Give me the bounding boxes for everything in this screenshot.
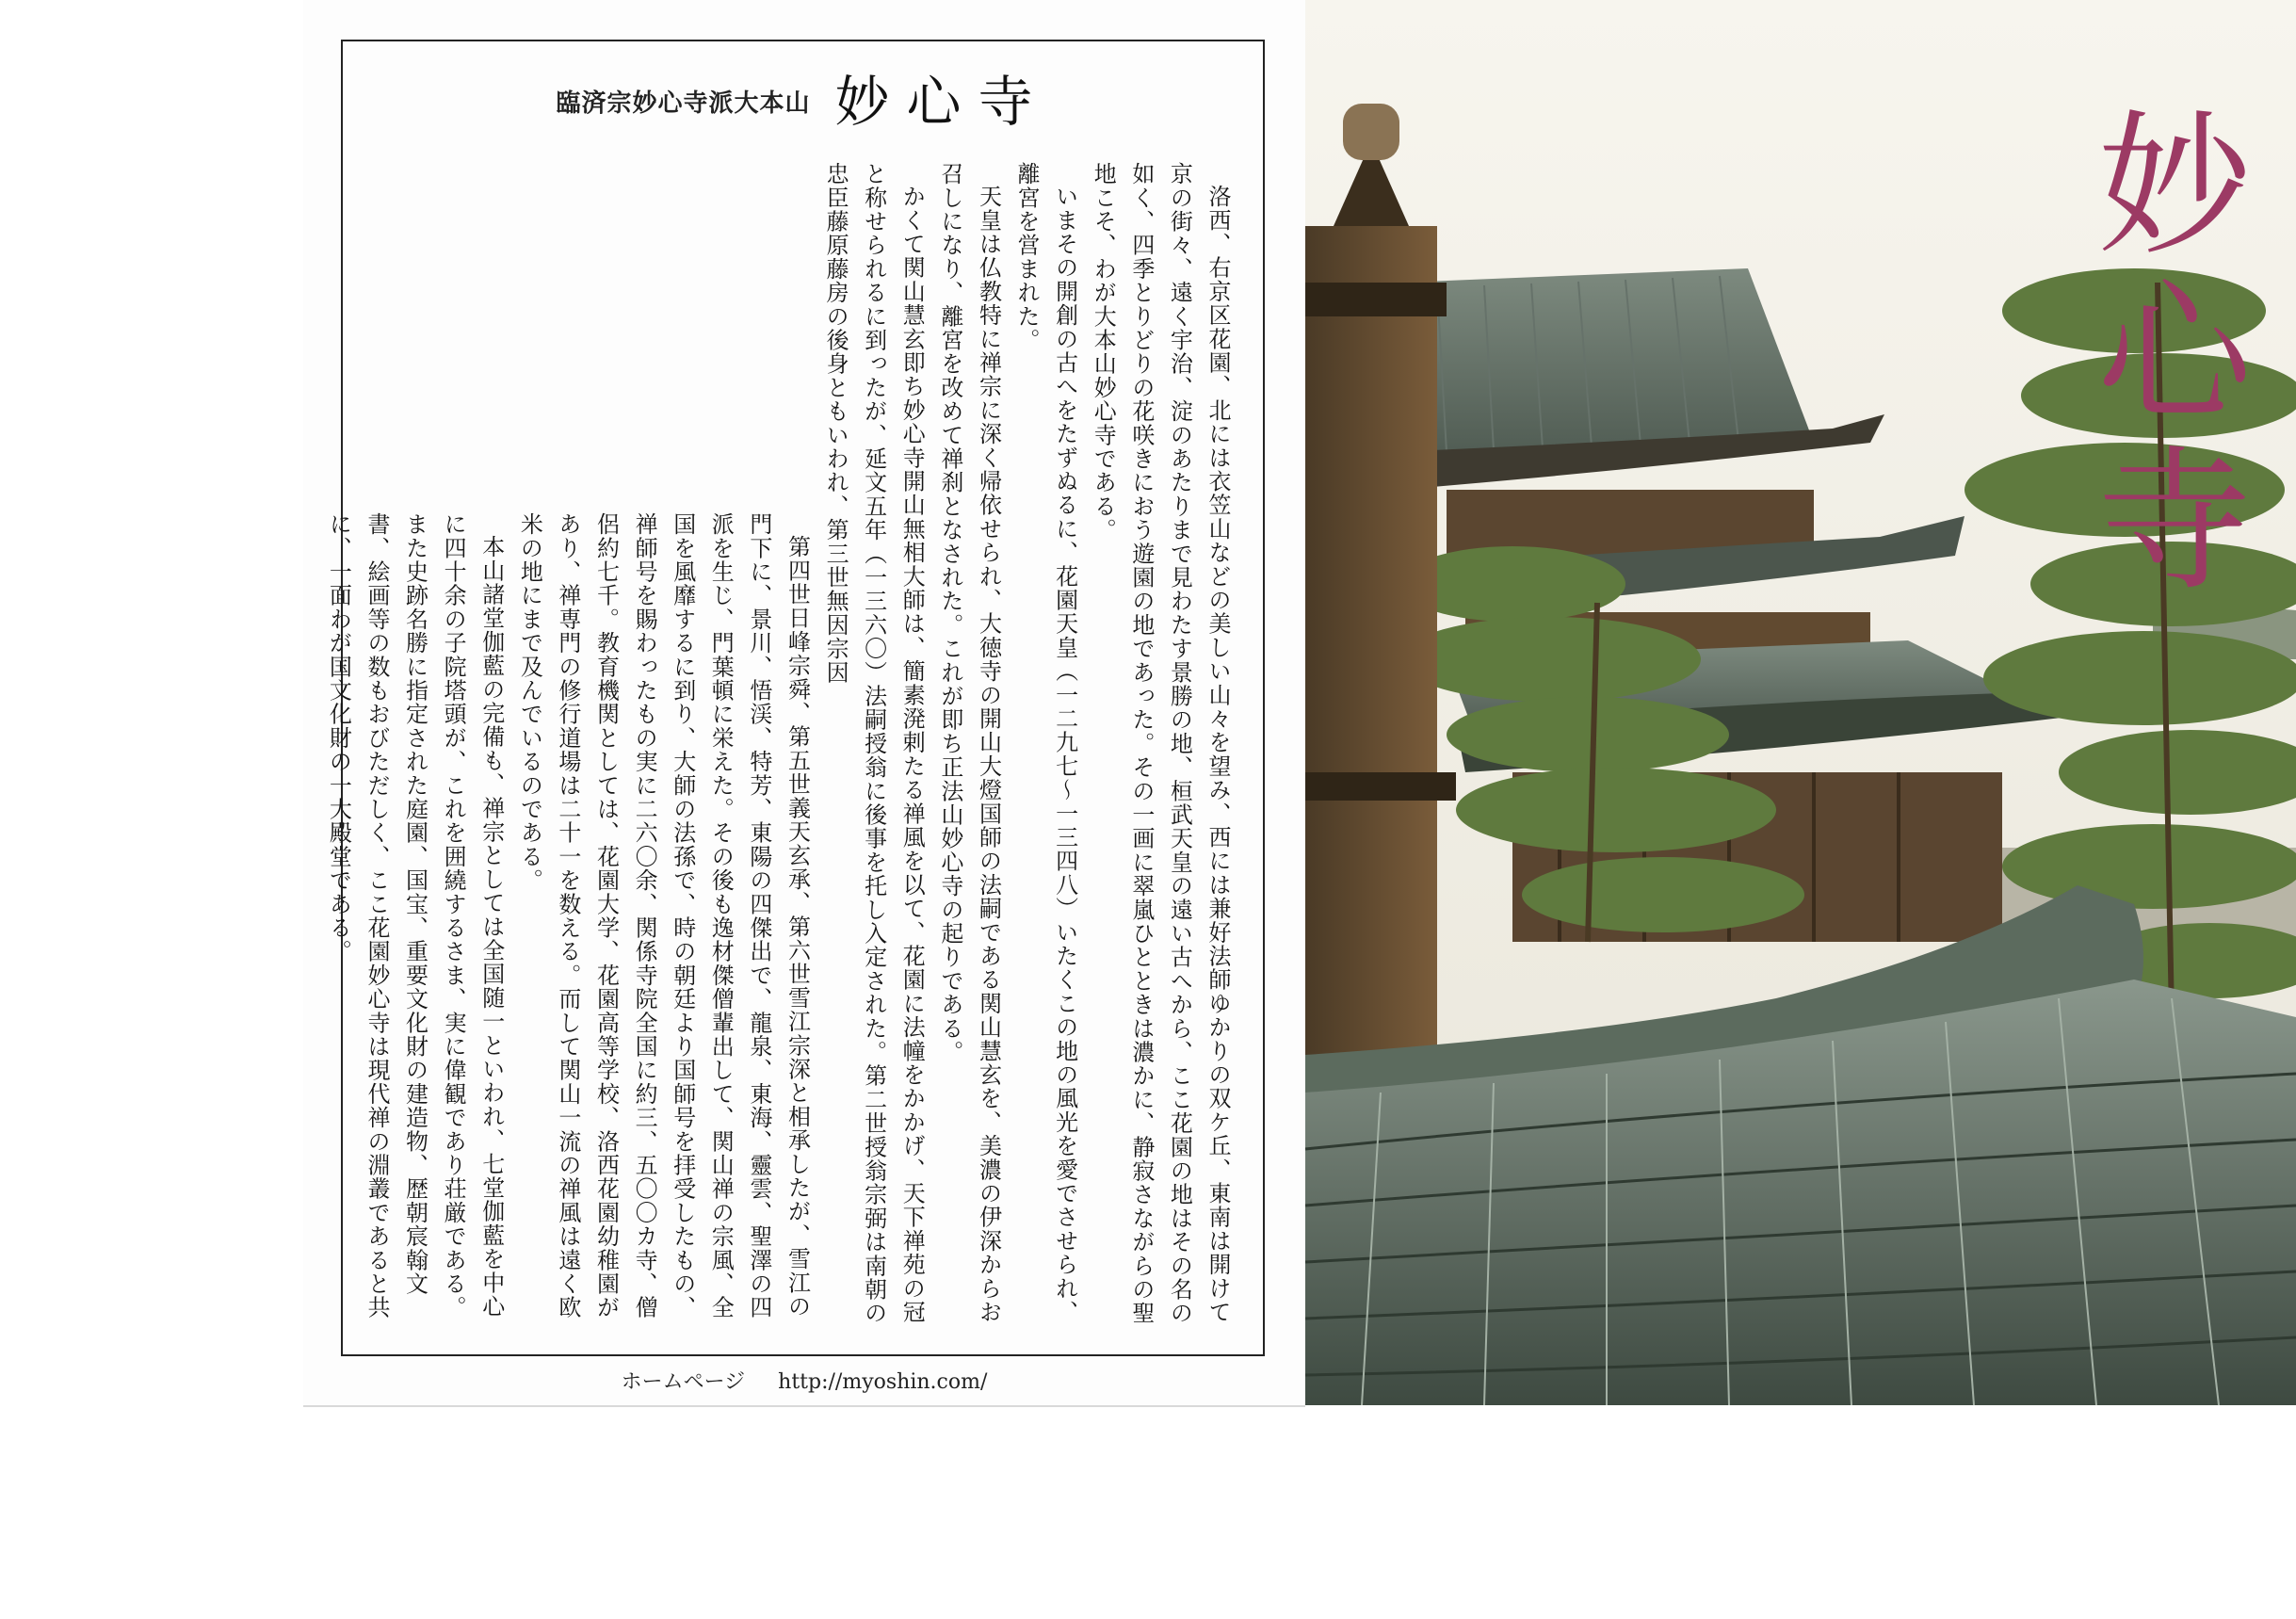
page-title: 妙心寺 <box>834 70 1050 134</box>
text-page <box>303 0 1305 1407</box>
homepage-footer <box>303 1366 1305 1395</box>
homepage-url[interactable]: http://myoshin.com/ <box>778 1370 988 1394</box>
paragraph-4: かくて関山慧玄即ち妙心寺開山無相大師は、簡素溌剌たる禅風を以て、花園に法幢をかかげ、天下禅苑の冠と称せられるに到ったが、延文五年（一三六〇）法嗣授翁に後事を托し入定された。第二世授翁宗弼は南朝の忠臣藤原藤房の後身ともいわれ、第三世無因宗因 <box>822 162 926 1325</box>
paragraph-1: 洛西、右京区花園、北には衣笠山などの美しい山々を望み、西には兼好法師ゆかりの双ケ丘、東南は開けて京の街々、遠く宇治、淀のあたりまで見わたす景勝の地、桓武天皇の遠い古へから、ここ花園の地はその名の如く、四季とりどりの花咲きにおう遊園の地であった。その一画に翠嵐ひとときは濃かに、静寂さながらの聖地こそ、わが大本山妙心寺である。 <box>1090 162 1231 1325</box>
paragraph-3: 天皇は仏教特に禅宗に深く帰依せられ、大徳寺の開山大燈国師の法嗣である関山慧玄を、美濃の伊深からお召しになり、離宮を改めて禅刹となされた。これが即ち正法山妙心寺の起りである。 <box>936 162 1002 1324</box>
text-frame <box>325 40 1265 1356</box>
temple-photo <box>1305 0 2296 1405</box>
paragraph-5: 第四世日峰宗舜、第五世義天玄承、第六世雪江宗深と相承したが、雪江の門下に、景川、悟渓、特芳、東陽の四傑出で、龍泉、東海、靈雲、聖澤の四派を生じ、門葉頓に栄えた。その後も逸材傑僧輩出して、関山禅の宗風、全国を風靡するに到り、大師の法孫で、時の朝廷より国師号を拝受したもの、禅師号を賜わったもの実に二六〇余、関係寺院全国に約三、五〇〇カ寺、僧侶約七千。教育機関としては、花園大学、花園高等学校、洛西花園幼稚園があり、禅専門の修行道場は二十一を数える。而して関山一流の禅風は遠く欧米の地にまで及んでいるのである。 <box>516 512 811 1319</box>
paragraph-2: いまその開創の古へをたずぬるに、花園天皇（一二九七〜一三四八）いたくこの地の風光を愛でさせられ、離宮を営まれた。 <box>1013 162 1078 1324</box>
page-header <box>343 55 1263 139</box>
sect-label: 臨済宗妙心寺派大本山 <box>556 89 811 118</box>
paragraph-6: 本山諸堂伽藍の完備も、禅宗としては全国随一といわれ、七堂伽藍を中心に四十余の子院塔頭が、これを囲繞するさま、実に偉観であり荘厳である。また史跡名勝に指定された庭園、国宝、重要文化財の建造物、歴朝宸翰文書、絵画等の数もおびただしく、ここ花園妙心寺は現代禅の淵叢であると共に、一面わが国文化財の一大殿堂である。 <box>325 512 505 1319</box>
vertical-body-text <box>325 162 1237 1330</box>
photo-title: 妙心寺 <box>2071 104 2251 607</box>
homepage-label: ホームページ <box>621 1370 746 1394</box>
